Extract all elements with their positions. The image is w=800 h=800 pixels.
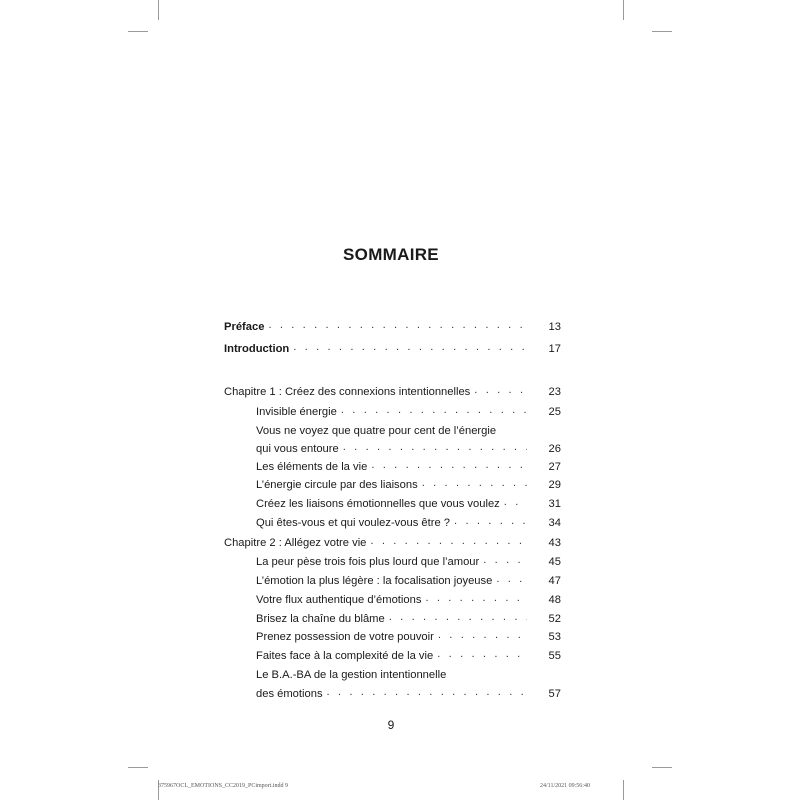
toc-entry-label: L’énergie circule par des liaisons <box>256 479 418 491</box>
toc-leader-dots <box>343 438 527 456</box>
toc-entry <box>256 572 561 590</box>
toc-entry-label: Brisez la chaîne du blâme <box>256 613 385 625</box>
toc-entry <box>256 685 561 703</box>
toc-leader-dots <box>438 626 527 644</box>
toc-entry-page: 27 <box>548 461 561 473</box>
toc-entry <box>256 495 561 513</box>
toc-entry-page: 55 <box>548 650 561 662</box>
toc-leader-dots <box>496 570 527 588</box>
toc-entry-label: Chapitre 1 : Créez des connexions intentionnelles <box>224 386 471 398</box>
crop-mark <box>158 0 159 20</box>
toc-leader-dots <box>370 532 527 550</box>
toc-entry-label: Créez les liaisons émotionnelles que vous voulez <box>256 498 500 510</box>
toc-leader-dots <box>425 589 527 607</box>
crop-mark <box>652 767 672 768</box>
page-number: 9 <box>387 718 395 732</box>
toc-leader-dots <box>474 381 527 399</box>
crop-mark <box>623 780 624 800</box>
toc-leader-dots <box>293 338 527 356</box>
toc-entry-page: 52 <box>548 613 561 625</box>
toc-entry-label: Introduction <box>224 343 290 355</box>
toc-leader-dots <box>327 683 527 701</box>
toc-leader-dots <box>268 316 527 334</box>
toc-leader-dots <box>454 512 527 530</box>
toc-entry-page: 47 <box>548 575 561 587</box>
crop-mark <box>128 31 148 32</box>
crop-mark <box>652 31 672 32</box>
toc-entry-page: 31 <box>548 498 561 510</box>
toc-entry-page: 13 <box>548 321 561 333</box>
toc-entry-label: Les éléments de la vie <box>256 461 368 473</box>
toc-entry <box>256 403 561 421</box>
toc-entry <box>256 553 561 571</box>
toc-entry-label: Chapitre 2 : Allégez votre vie <box>224 537 367 549</box>
toc-entry-label: La peur pèse trois fois plus lourd que l’amour <box>256 556 480 568</box>
toc-entry-page: 17 <box>548 343 561 355</box>
toc-entry-page: 45 <box>548 556 561 568</box>
toc-entry <box>256 514 561 532</box>
toc-leader-dots <box>341 401 527 419</box>
crop-mark <box>623 0 624 20</box>
toc-leader-dots <box>504 493 527 511</box>
toc-entry <box>256 647 561 665</box>
toc-leader-dots <box>483 551 527 569</box>
toc-entry-page: 48 <box>548 594 561 606</box>
toc-entry-page: 34 <box>548 517 561 529</box>
toc-entry <box>224 340 561 358</box>
toc-entry-label: qui vous entoure <box>256 443 339 455</box>
toc-entry <box>256 476 561 494</box>
toc-entry <box>256 666 561 684</box>
print-slug-date: 24/11/2021 09:56:40 <box>540 783 590 789</box>
toc-entry-label: Faites face à la complexité de la vie <box>256 650 434 662</box>
toc-entry-label: Préface <box>224 321 265 333</box>
toc-entry-page: 57 <box>548 688 561 700</box>
crop-mark <box>128 767 148 768</box>
page-title: SOMMAIRE <box>343 245 439 264</box>
toc-entry <box>224 383 561 401</box>
toc-entry <box>256 628 561 646</box>
toc-entry-label: Invisible énergie <box>256 406 337 418</box>
toc-entry-page: 23 <box>548 386 561 398</box>
toc-entry-page: 25 <box>548 406 561 418</box>
toc-entry-label: Votre flux authentique d’émotions <box>256 594 422 606</box>
toc-entry-page: 53 <box>548 631 561 643</box>
toc-leader-dots <box>389 608 527 626</box>
toc-entry-label: Le B.A.-BA de la gestion intentionnelle <box>256 669 447 681</box>
toc-entry-page: 43 <box>548 537 561 549</box>
toc-entry-label: Qui êtes-vous et qui voulez-vous être ? <box>256 517 451 529</box>
toc-leader-dots <box>371 456 527 474</box>
toc-entry-label: L’émotion la plus légère : la focalisation joyeuse <box>256 575 493 587</box>
toc-entry <box>224 534 561 552</box>
toc-entry-page: 29 <box>548 479 561 491</box>
toc-entry-page: 26 <box>548 443 561 455</box>
toc-entry <box>224 318 561 336</box>
toc-leader-dots <box>437 645 527 663</box>
toc-entry-label: des émotions <box>256 688 323 700</box>
print-slug-file: 375967OCL_EMOTIONS_CC2019_PCimport.indd 9 <box>158 783 289 789</box>
toc-entry-label: Prenez possession de votre pouvoir <box>256 631 434 643</box>
toc-leader-dots <box>422 474 527 492</box>
toc-entry <box>256 591 561 609</box>
toc-entry-label: Vous ne voyez que quatre pour cent de l’énergie <box>256 425 497 437</box>
